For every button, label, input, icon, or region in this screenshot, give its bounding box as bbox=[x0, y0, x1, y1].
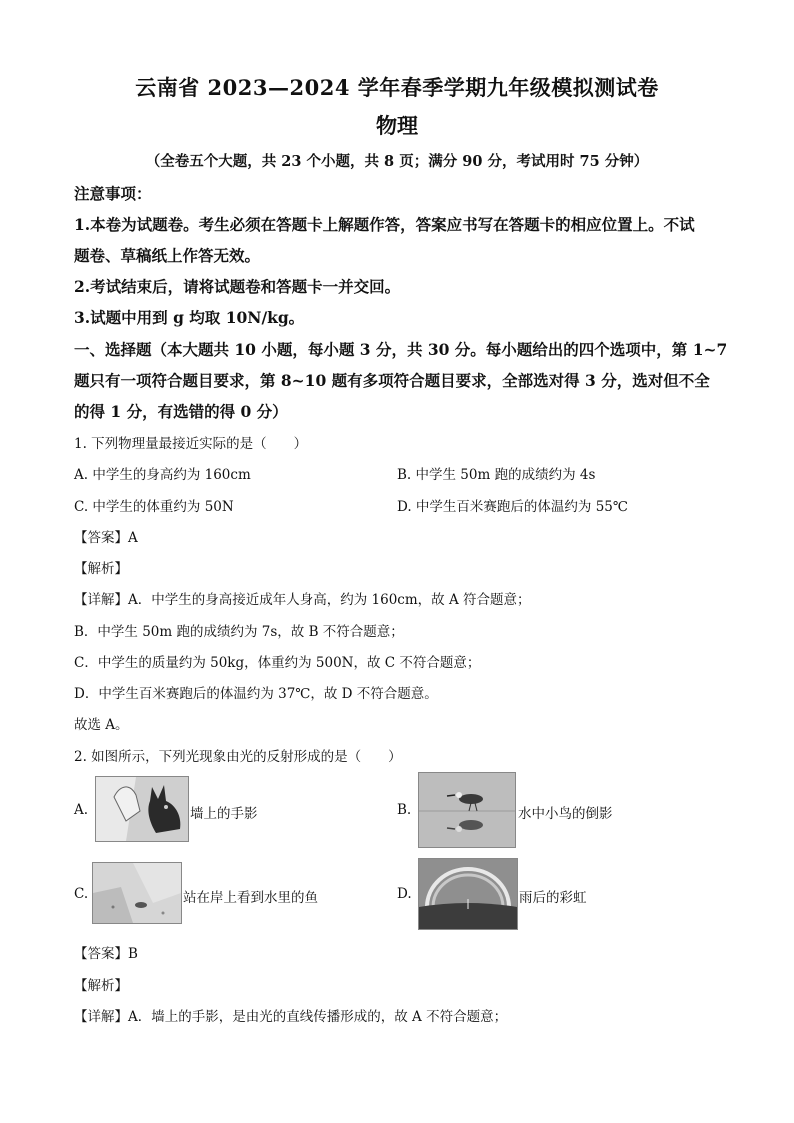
q1-detail-line: 故选 A。 bbox=[74, 717, 129, 733]
exam-info: （全卷五个大题，共 23 个小题，共 8 页；满分 90 分，考试用时 75 分钟） bbox=[145, 153, 649, 170]
q2-option-d-label: D. bbox=[397, 886, 412, 902]
q2-stem: 2. 如图所示，下列光现象由光的反射形成的是（ ） bbox=[74, 749, 402, 765]
hand-shadow-image bbox=[95, 776, 189, 842]
q1-detail-line: B．中学生 50m 跑的成绩约为 7s，故 B 不符合题意； bbox=[74, 624, 404, 640]
q2-option-b-label: B. bbox=[397, 802, 412, 818]
note-1-line-1: 1.本卷为试题卷。考生必须在答题卡上解题作答，答案应书写在答题卡的相应位置上。不试 bbox=[74, 215, 695, 234]
note-2: 2.考试结束后，请将试题卷和答题卡一并交回。 bbox=[74, 277, 401, 296]
bird-reflection-image bbox=[418, 772, 516, 848]
q1-stem: 1. 下列物理量最接近实际的是（ ） bbox=[74, 436, 308, 452]
q1-analysis: 【解析】 bbox=[74, 561, 128, 577]
q2-option-a-label: A. bbox=[74, 802, 89, 818]
q1-option-c: C. 中学生的体重约为 50N bbox=[74, 499, 234, 515]
note-1-line-2: 题卷、草稿纸上作答无效。 bbox=[74, 246, 261, 265]
q2-option-c-caption: 站在岸上看到水里的鱼 bbox=[183, 890, 318, 906]
q2-answer: 【答案】B bbox=[74, 946, 138, 962]
note-3: 3.试题中用到 g 均取 10N/kg。 bbox=[74, 308, 305, 327]
fish-in-water-image bbox=[92, 862, 182, 924]
section-1-line-1: 一、选择题（本大题共 10 小题，每小题 3 分，共 30 分。每小题给出的四个选项中，第 1~7 bbox=[74, 340, 728, 359]
exam-title: 云南省 2023—2024 学年春季学期九年级模拟测试卷 bbox=[135, 75, 659, 100]
q1-detail-line: D．中学生百米赛跑后的体温约为 37℃，故 D 不符合题意。 bbox=[74, 686, 438, 702]
q1-detail-line: C．中学生的质量约为 50kg，体重约为 500N，故 C 不符合题意； bbox=[74, 655, 481, 671]
q1-option-d: D. 中学生百米赛跑后的体温约为 55℃ bbox=[397, 499, 628, 515]
q1-option-a: A. 中学生的身高约为 160cm bbox=[74, 467, 251, 483]
q1-answer: 【答案】A bbox=[74, 530, 138, 546]
q2-option-c-label: C. bbox=[74, 886, 89, 902]
q2-option-a-caption: 墙上的手影 bbox=[190, 806, 258, 822]
section-1-line-3: 的得 1 分，有选错的得 0 分） bbox=[74, 402, 288, 421]
q2-option-b-caption: 水中小鸟的倒影 bbox=[518, 806, 613, 822]
subject-title: 物理 bbox=[376, 113, 418, 138]
q1-option-b: B. 中学生 50m 跑的成绩约为 4s bbox=[397, 467, 596, 483]
q2-detail-line: 【详解】A．墙上的手影，是由光的直线传播形成的，故 A 不符合题意； bbox=[74, 1009, 508, 1025]
section-1-line-2: 题只有一项符合题目要求，第 8~10 题有多项符合题目要求，全部选对得 3 分，选对但不全 bbox=[74, 371, 710, 390]
rainbow-image bbox=[418, 858, 518, 930]
notes-heading: 注意事项： bbox=[74, 184, 152, 203]
q2-option-d-caption: 雨后的彩虹 bbox=[519, 890, 587, 906]
q2-analysis: 【解析】 bbox=[74, 978, 128, 994]
q1-detail-line: 【详解】A．中学生的身高接近成年人身高，约为 160cm，故 A 符合题意； bbox=[74, 592, 531, 608]
